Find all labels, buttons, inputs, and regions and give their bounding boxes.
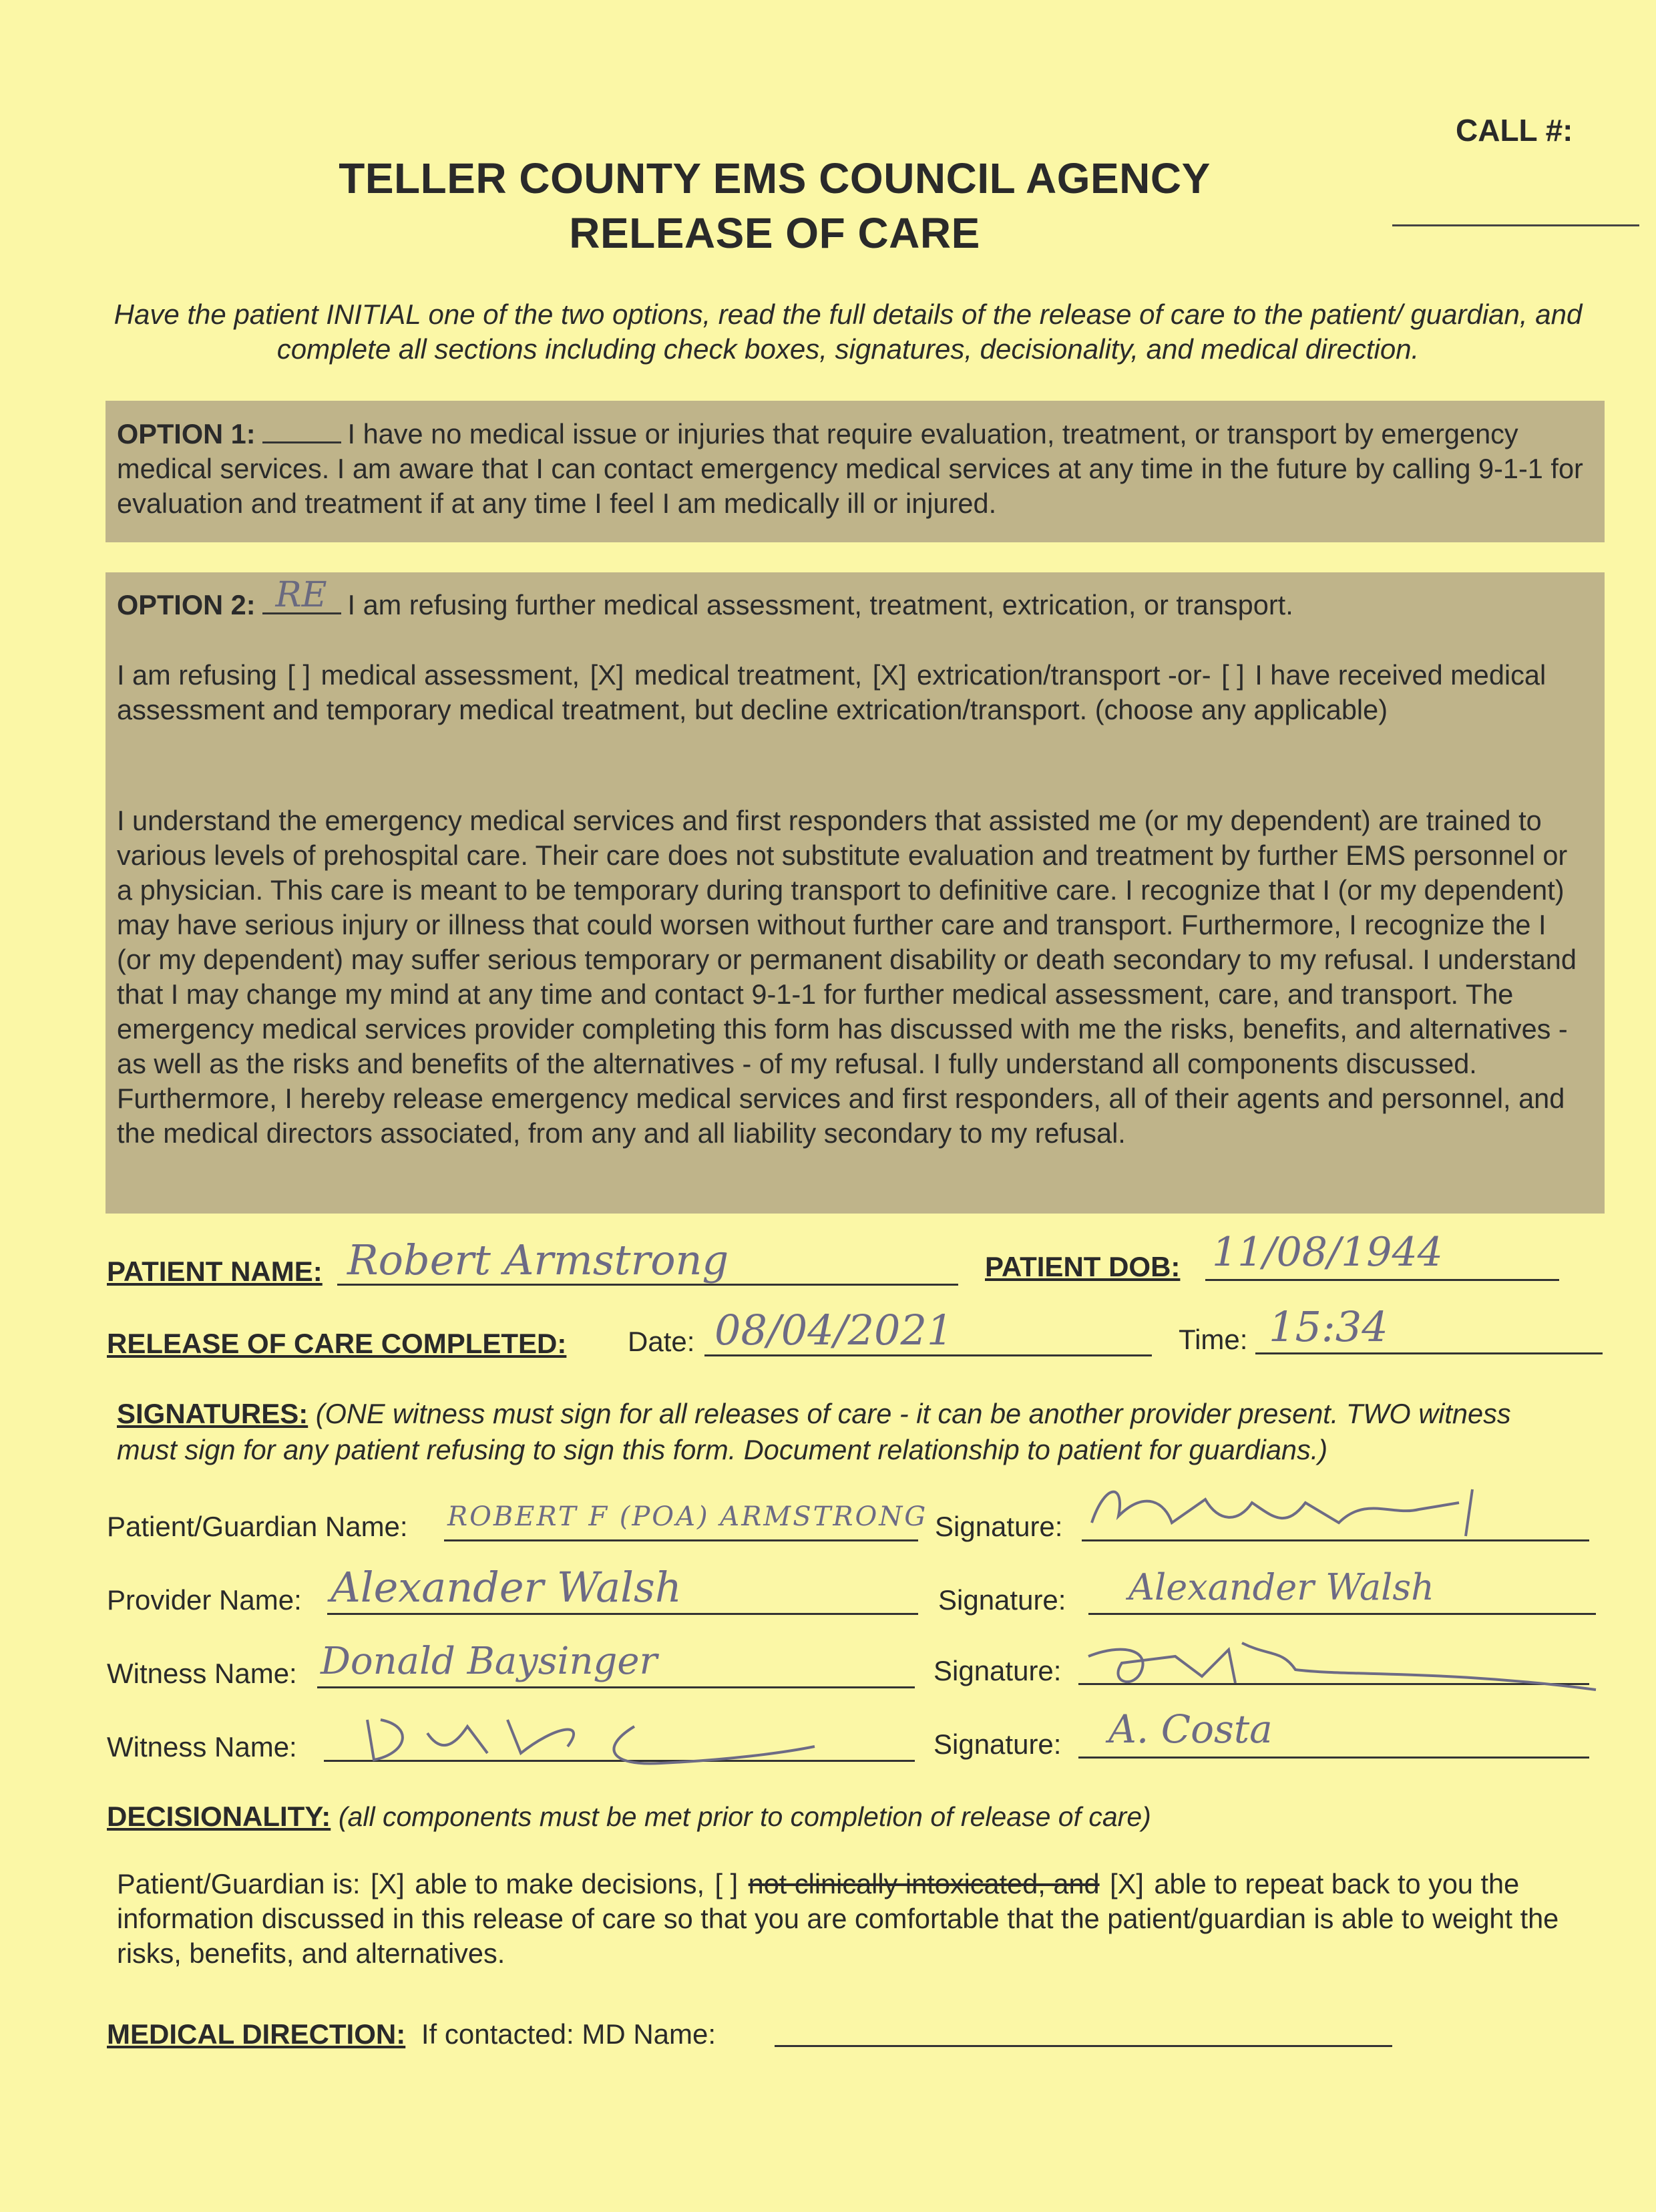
md-name-line[interactable] — [775, 2045, 1392, 2047]
option2-label: OPTION 2: — [117, 589, 256, 620]
witness1-name-label: Witness Name: — [107, 1658, 297, 1689]
patient-name-label: PATIENT NAME: — [107, 1256, 323, 1287]
decisionality-note: (all components must be met prior to completion of release of care) — [338, 1801, 1151, 1832]
signatures-label: SIGNATURES: — [117, 1398, 308, 1429]
patient-signature-label: Signature: — [935, 1511, 1063, 1542]
patient-dob-value: 11/08/1944 — [1212, 1229, 1443, 1276]
form-subtitle: RELEASE OF CARE — [569, 209, 980, 257]
checkbox-able-to-decide[interactable]: [X] — [371, 1868, 405, 1899]
checkbox-repeat-back[interactable]: [X] — [1110, 1868, 1144, 1899]
witness2-signature-label: Signature: — [934, 1728, 1062, 1760]
witness2-signature-line[interactable] — [1078, 1757, 1589, 1759]
provider-name-value: Alexander Walsh — [331, 1563, 682, 1612]
decisionality-label: DECISIONALITY: — [107, 1801, 331, 1832]
checkbox-received[interactable]: [ ] — [1221, 659, 1245, 691]
release-date-value: 08/04/2021 — [714, 1306, 954, 1354]
witness2-name-label: Witness Name: — [107, 1731, 297, 1763]
patient-dob-line[interactable] — [1205, 1279, 1559, 1281]
option1-text: I have no medical issue or injuries that require evaluation, treatment, or transport by emergency medical services. I am aware that I can contact emergency medical services at any time in the future by calling 9-1-1 for evaluation and treatment if at any time I feel I am medically ill or injured. — [117, 418, 1583, 519]
patient-guardian-name-line[interactable] — [444, 1539, 918, 1541]
checkbox-assessment[interactable]: [ ] — [287, 659, 311, 691]
medical-direction-label: MEDICAL DIRECTION: — [107, 2018, 406, 2050]
provider-name-line[interactable] — [327, 1613, 918, 1615]
witness1-signature-mark — [1068, 1630, 1603, 1703]
patient-dob-label: PATIENT DOB: — [985, 1251, 1181, 1282]
provider-signature-label: Signature: — [938, 1584, 1066, 1616]
release-paragraph: I understand the emergency medical services and first responders that assisted me (or my dependent) are trained to various levels of prehospital care. Their care does not substitute evaluation and treatment by further EMS personnel or a physician. This care is meant to be temporary during transport to definitive care. I recognize that I (or my dependent) may have serious injury or illness that could worsen without further care and transport. Furthermore, I recognize the I (or my dependent) may suffer serious temporary or permanent disability or death secondary to my refusal. I understand that I may change my mind at any time and contact 9-1-1 for further medical assessment, care, and transport. The emergency medical services provider completing this form has discussed with me the risks, benefits, and alternatives - as well as the risks and benefits of the alternatives - of my refusal. I fully understand all components discussed. Furthermore, I hereby release emergency medical services and first responders, all of their agents and personnel, and the medical directors associated, from any and all liability secondary to my refusal. — [117, 805, 1577, 1149]
refusal-choices: I am refusing [ ] medical assessment, [X] medical treatment, [X] extrication/transport -or- [ ] I have received medical assessment and temporary medical treatment, but decline extrication/transport. (choose any applicable) — [117, 659, 1546, 725]
witness1-signature-label: Signature: — [934, 1655, 1062, 1686]
checkbox-treatment[interactable]: [X] — [590, 659, 624, 691]
release-time-line[interactable] — [1255, 1352, 1603, 1354]
patient-name-value: Robert Armstrong — [347, 1236, 729, 1284]
release-time-label: Time: — [1179, 1324, 1248, 1355]
patient-signature-mark — [1085, 1476, 1499, 1543]
decisionality-paragraph: Patient/Guardian is: [X] able to make decisions, [ ] not clinically intoxicated, and [X] able to repeat back to you the information discussed in this release of care so that you are comfortable that the patient/guardian is able to weight the risks, benefits, and alternatives. — [117, 1868, 1559, 1969]
checkbox-extrication[interactable]: [X] — [872, 659, 907, 691]
witness2-name-mark — [354, 1700, 821, 1773]
signatures-note: (ONE witness must sign for all releases of care - it can be another provider present. TWO witness must sign for any patient refusing to sign this form. Document relationship to patient for guardians.) — [117, 1398, 1511, 1465]
signatures-section — [117, 1396, 1566, 1468]
release-date-label: Date: — [628, 1326, 695, 1357]
witness1-name-value: Donald Baysinger — [321, 1640, 658, 1683]
checkbox-not-intoxicated[interactable]: [ ] — [714, 1868, 739, 1899]
form-title: TELLER COUNTY EMS COUNCIL AGENCY — [339, 154, 1211, 202]
witness2-signature-value: A. Costa — [1108, 1706, 1273, 1752]
option1-paragraph — [117, 417, 1586, 521]
option2-initial-field[interactable] — [262, 575, 341, 615]
release-completed-label: RELEASE OF CARE COMPLETED: — [107, 1328, 567, 1359]
md-name-label: If contacted: MD Name: — [421, 2018, 716, 2050]
option2-paragraph — [117, 575, 1586, 622]
option1-label: OPTION 1: — [117, 418, 256, 449]
instructions: Have the patient INITIAL one of the two options, read the full details of the release of care to the patient/ guardian, and complete all sections including check boxes, signatures, decisionality, and medical direction. — [114, 299, 1583, 365]
release-date-line[interactable] — [704, 1354, 1152, 1356]
witness1-name-line[interactable] — [317, 1686, 915, 1688]
provider-signature-value: Alexander Walsh — [1128, 1566, 1434, 1608]
patient-guardian-name-label: Patient/Guardian Name: — [107, 1511, 408, 1542]
release-time-value: 15:34 — [1269, 1302, 1388, 1351]
provider-signature-line[interactable] — [1088, 1613, 1596, 1615]
option2-text: I am refusing further medical assessment, treatment, extrication, or transport. — [347, 589, 1293, 620]
provider-name-label: Provider Name: — [107, 1584, 302, 1616]
call-number-label: CALL #: — [1456, 113, 1573, 148]
patient-guardian-name-value: ROBERT F (POA) ARMSTRONG — [447, 1501, 928, 1532]
option2-initials: RE — [275, 575, 327, 615]
option1-initial-field[interactable] — [262, 419, 341, 443]
